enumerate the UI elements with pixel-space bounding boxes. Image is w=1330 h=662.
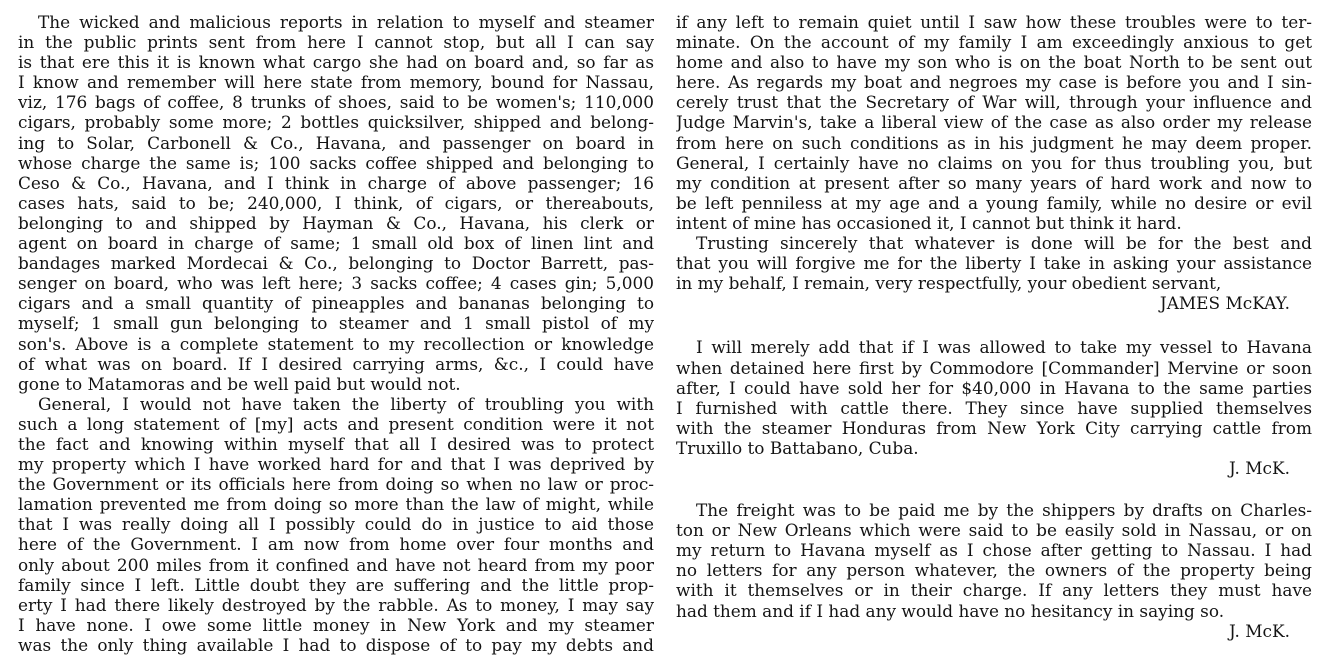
text-line: belonging to and shipped by Hayman & Co., Havana, his clerk or: [18, 212, 654, 233]
spacer: [676, 313, 1312, 337]
text-line: General, I would not have taken the liberty of troubling you with: [38, 393, 654, 414]
text-line: ton or New Orleans which were said to be easily sold in Nassau, or on: [676, 520, 1312, 541]
text-line: agent on board in charge of same; 1 small old box of linen lint and: [18, 233, 654, 254]
text-line: ing to Solar, Carbonell & Co., Havana, and passenger on board in: [18, 132, 654, 153]
text-line: is that ere this it is known what cargo she had on board and, so far as: [18, 52, 654, 73]
text-line: son's. Above is a complete statement to my recollection or knowledge: [18, 333, 654, 354]
text-line: of what was on board. If I desired carrying arms, &c., I could have: [18, 353, 654, 374]
text-line: bandages marked Mordecai & Co., belonging to Doctor Barrett, pas-: [18, 253, 654, 274]
text-line: here of the Government. I am now from home over four months and: [18, 534, 654, 555]
text-line: cases hats, said to be; 240,000, I think, of cigars, or thereabouts,: [18, 192, 654, 213]
left-paragraph-2: [18, 394, 654, 655]
text-line: cigars and a small quantity of pineapples and bananas belonging to: [18, 293, 654, 314]
text-line: had them and if I had any would have no hesitancy in saying so.: [676, 600, 1225, 621]
left-column: [18, 12, 654, 655]
text-line: The freight was to be paid me by the shippers by drafts on Charles-: [696, 500, 1312, 521]
text-line: lamation prevented me from doing so more than the law of might, while: [18, 494, 654, 515]
text-line: family since I left. Little doubt they are suffering and the little prop-: [18, 574, 654, 595]
text-line: intent of mine has occasioned it, I cannot but think it hard.: [676, 212, 1182, 233]
text-line: when detained here first by Commodore [Commander] Mervine or soon: [676, 357, 1312, 378]
text-line: Judge Marvin's, take a liberal view of the case as also order my release: [676, 112, 1312, 133]
text-line: cigars, probably some more; 2 bottles quicksilver, shipped and belong-: [18, 112, 654, 133]
text-line: no letters for any person whatever, the owners of the property being: [676, 560, 1312, 581]
text-line: cerely trust that the Secretary of War will, through your influence and: [676, 92, 1312, 113]
right-paragraph-3: [676, 337, 1312, 458]
text-line: that you will forgive me for the liberty I take in asking your assistance: [676, 253, 1312, 274]
text-line: my return to Havana myself as I chose after getting to Nassau. I had: [676, 540, 1312, 561]
text-line: only about 200 miles from it confined and have not heard from my poor: [18, 554, 654, 575]
text-line: home and also to have my son who is on the boat North to be sent out: [676, 52, 1312, 73]
text-line: such a long statement of [my] acts and present condition were it not: [18, 413, 654, 434]
right-paragraph-1: [676, 12, 1312, 233]
text-line: The wicked and malicious reports in relation to myself and steamer: [38, 12, 654, 32]
text-line: my property which I have worked hard for and that I was deprived by: [18, 454, 654, 475]
text-line: Ceso & Co., Havana, and I think in charge of above passenger; 16: [18, 172, 654, 193]
right-paragraph-2: [676, 233, 1312, 293]
text-line: Truxillo to Battabano, Cuba.: [676, 437, 919, 458]
text-line: from here on such conditions as in his judgment he may deem proper.: [676, 132, 1312, 153]
text-line: be left penniless at my age and a young family, while no desire or evil: [676, 192, 1312, 213]
text-line: in the public prints sent from here I cannot stop, but all I can say: [18, 32, 654, 53]
text-line: gone to Matamoras and be well paid but would not.: [18, 373, 461, 394]
text-line: I will merely add that if I was allowed to take my vessel to Havana: [696, 337, 1312, 358]
text-line: Trusting sincerely that whatever is done will be for the best and: [696, 233, 1312, 254]
text-line: in my behalf, I remain, very respectfully, your obedient servant,: [676, 273, 1222, 294]
text-line: senger on board, who was left here; 3 sacks coffee; 4 cases gin; 5,000: [18, 273, 654, 294]
signature-j-mck-2: J. McK.: [1229, 620, 1290, 641]
text-line: after, I could have sold her for $40,000 in Havana to the same parties: [676, 377, 1312, 398]
text-line: General, I certainly have no claims on you for thus troubling you, but: [676, 152, 1312, 173]
text-line: the fact and knowing within myself that all I desired was to protect: [18, 433, 654, 454]
signature-james-mckay: JAMES McKAY.: [1159, 293, 1290, 314]
text-line: was the only thing available I had to dispose of to pay my debts and: [18, 634, 654, 655]
text-line: I have none. I owe some little money in New York and my steamer: [18, 614, 654, 635]
text-line: if any left to remain quiet until I saw how these troubles were to ter-: [676, 12, 1312, 32]
spacer: [676, 478, 1312, 500]
signature-j-mck-1: J. McK.: [1229, 457, 1290, 478]
text-line: that I was really doing all I possibly could do in justice to aid those: [18, 514, 654, 535]
text-line: with the steamer Honduras from New York City carrying cattle from: [676, 417, 1312, 438]
text-line: minate. On the account of my family I am exceedingly anxious to get: [676, 32, 1312, 53]
text-line: I furnished with cattle there. They since have supplied themselves: [676, 397, 1312, 418]
left-paragraph-1: [18, 12, 654, 394]
text-line: erty I had there likely destroyed by the rabble. As to money, I may say: [18, 594, 654, 615]
text-line: the Government or its officials here from doing so when no law or proc-: [18, 474, 654, 495]
right-paragraph-4: [676, 500, 1312, 621]
text-line: my condition at present after so many years of hard work and now to: [676, 172, 1312, 193]
text-line: whose charge the same is; 100 sacks coffee shipped and belonging to: [18, 152, 654, 173]
text-line: here. As regards my boat and negroes my case is before you and I sin-: [676, 72, 1312, 93]
text-line: myself; 1 small gun belonging to steamer and 1 small pistol of my: [18, 313, 654, 334]
right-column: [676, 12, 1312, 641]
text-line: I know and remember will here state from memory, bound for Nassau,: [18, 72, 654, 93]
text-line: with it themselves or in their charge. If any letters they must have: [676, 580, 1312, 601]
text-line: viz, 176 bags of coffee, 8 trunks of shoes, said to be women's; 110,000: [18, 92, 654, 113]
